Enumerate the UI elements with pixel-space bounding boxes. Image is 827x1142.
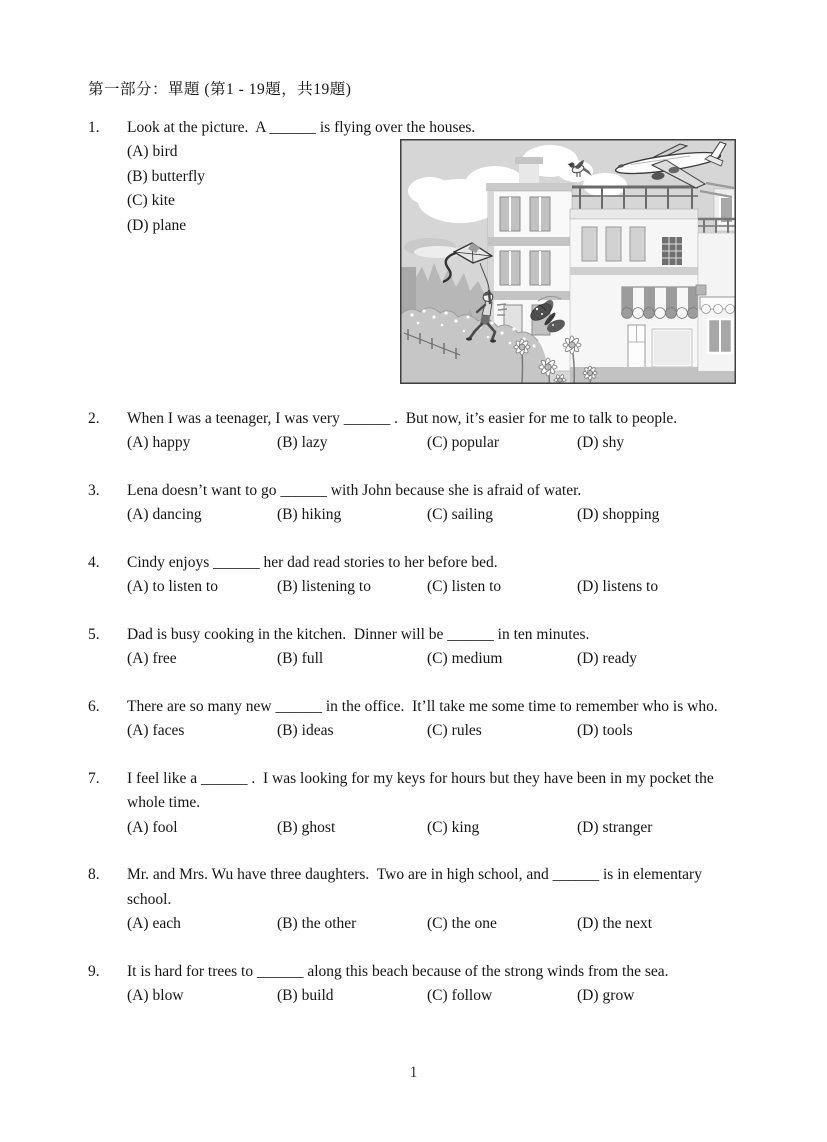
question-number: 4. (88, 553, 100, 571)
question-text: I feel like a ______ . I was looking for my keys for hours but they have been in my pocket the whole time. (127, 769, 718, 811)
option-c: (C) sailing (427, 506, 494, 523)
option-a: (A) dancing (127, 506, 202, 523)
question-1 (88, 116, 740, 384)
options-row (127, 647, 740, 672)
building-right (696, 189, 736, 384)
option-b: (B) lazy (277, 434, 328, 451)
question-text: Cindy enjoys ______ her dad read stories to her before bed. (127, 553, 498, 571)
option-b: (B) ghost (277, 818, 336, 836)
question-7 (88, 767, 740, 841)
option-b: (B) listening to (277, 578, 371, 595)
question-text: There are so many new ______ in the office. It’ll take me some time to remember who is who. (127, 697, 718, 715)
option-a: (A) blow (127, 987, 184, 1004)
question-4 (88, 551, 740, 600)
option-a: (A) each (127, 915, 181, 932)
option-d: (D) tools (577, 722, 633, 739)
question-number: 9. (88, 962, 100, 980)
option-a: (A) to listen to (127, 578, 218, 595)
options-row (127, 816, 740, 841)
option-d: (D) ready (577, 650, 637, 667)
option-b: (B) ideas (277, 722, 334, 739)
question-5 (88, 623, 740, 672)
question-text: When I was a teenager, I was very ______ . But now, it’s easier for me to talk to people. (127, 409, 678, 427)
section-header: 第一部分：單題 (第1 - 19題，共19題) (88, 81, 352, 98)
option-a: (A) fool (127, 818, 178, 836)
question-number: 6. (88, 697, 100, 715)
question-8 (88, 863, 740, 937)
question-number: 7. (88, 769, 100, 787)
shop-window (652, 329, 692, 367)
option-c: (C) kite (127, 192, 175, 209)
option-c: (C) rules (427, 722, 482, 739)
page-number: 1 (409, 1064, 418, 1081)
option-a: (A) free (127, 650, 177, 667)
option-d: (D) shy (577, 434, 625, 451)
option-d: (D) stranger (577, 818, 653, 836)
question-9 (88, 960, 740, 1009)
options-row (127, 575, 740, 600)
question-text: Look at the picture. A ______ is flying over the houses. (127, 118, 476, 136)
question-text: It is hard for trees to ______ along this beach because of the strong winds from the sea. (127, 962, 669, 980)
option-b: (B) build (277, 987, 334, 1004)
question-number: 5. (88, 625, 100, 643)
question-text: Lena doesn’t want to go ______ with John because she is afraid of water. (127, 481, 582, 499)
option-c: (C) the one (427, 915, 497, 932)
option-b: (B) full (277, 650, 324, 667)
question-text: Dad is busy cooking in the kitchen. Dinner will be ______ in ten minutes. (127, 625, 590, 643)
option-b: (B) the other (277, 915, 357, 932)
option-d: (D) shopping (577, 506, 660, 523)
option-a: (A) happy (127, 434, 191, 451)
question-number: 3. (88, 481, 100, 499)
option-c: (C) popular (427, 434, 500, 451)
options-row (127, 431, 740, 456)
option-d: (D) plane (127, 216, 187, 234)
option-d: (D) listens to (577, 578, 659, 595)
option-d: (D) the next (577, 915, 653, 932)
question-number: 1. (88, 118, 100, 136)
question-6 (88, 695, 740, 744)
question1-picture (400, 139, 736, 384)
option-c: (C) medium (427, 650, 503, 667)
option-b: (B) hiking (277, 506, 342, 523)
question-number: 8. (88, 866, 100, 883)
options-row (127, 984, 740, 1009)
shop-awning (622, 287, 704, 318)
option-b: (B) butterfly (127, 167, 206, 185)
question-3 (88, 479, 740, 528)
options-row (127, 719, 740, 744)
option-d: (D) grow (577, 987, 635, 1004)
question-number: 2. (88, 409, 100, 427)
option-a: (A) faces (127, 722, 185, 739)
louver-grid (662, 237, 682, 265)
option-c: (C) listen to (427, 578, 502, 595)
option-c: (C) follow (427, 987, 493, 1004)
options-row (127, 503, 740, 528)
building-middle (570, 187, 704, 384)
question-text: Mr. and Mrs. Wu have three daughters. Two are in high school, and ______ is in elementary school. (127, 866, 706, 908)
question-2 (88, 407, 740, 456)
option-a: (A) bird (127, 143, 178, 160)
option-c: (C) king (427, 818, 480, 836)
options-row (127, 912, 740, 937)
